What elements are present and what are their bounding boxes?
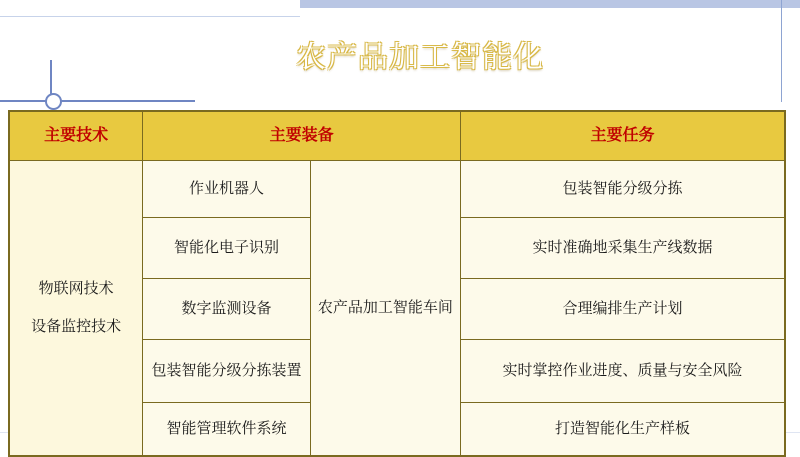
- circle-marker-icon: [45, 93, 62, 110]
- task-item-4: 打造智能化生产样板: [461, 403, 785, 456]
- technology-item-0: 物联网技术: [38, 280, 114, 297]
- top-accent-bar: [300, 0, 800, 8]
- content-table-wrapper: [8, 110, 786, 457]
- cell-technologies: [10, 161, 143, 456]
- equipment-item-0: 作业机器人: [143, 161, 310, 218]
- task-item-1: 实时准确地采集生产线数据: [461, 218, 785, 279]
- mid-horizontal-rule: [0, 100, 195, 102]
- table-row: [10, 161, 785, 218]
- table-header-row: [10, 112, 785, 161]
- content-table: [9, 111, 785, 456]
- equipment-item-4: 智能管理软件系统: [143, 403, 310, 456]
- top-horizontal-rule: [0, 16, 300, 17]
- technology-item-1: 设备监控技术: [31, 319, 122, 335]
- page-title-text: 农产品加工智能化: [296, 41, 544, 74]
- equipment-item-2: 数字监测设备: [143, 279, 310, 340]
- task-item-3: 实时掌控作业进度、质量与安全风险: [461, 340, 785, 403]
- header-main-task: 主要任务: [461, 112, 785, 161]
- page-title: [0, 32, 800, 76]
- header-main-technology: 主要技术: [10, 112, 143, 161]
- task-item-0: 包装智能分级分拣: [461, 161, 785, 218]
- equipment-item-1: 智能化电子识别: [143, 218, 310, 279]
- cell-workshop: 农产品加工智能车间: [310, 161, 460, 456]
- header-main-equipment: 主要装备: [143, 112, 461, 161]
- task-item-2: 合理编排生产计划: [461, 279, 785, 340]
- equipment-item-3: 包装智能分级分拣装置: [143, 340, 310, 403]
